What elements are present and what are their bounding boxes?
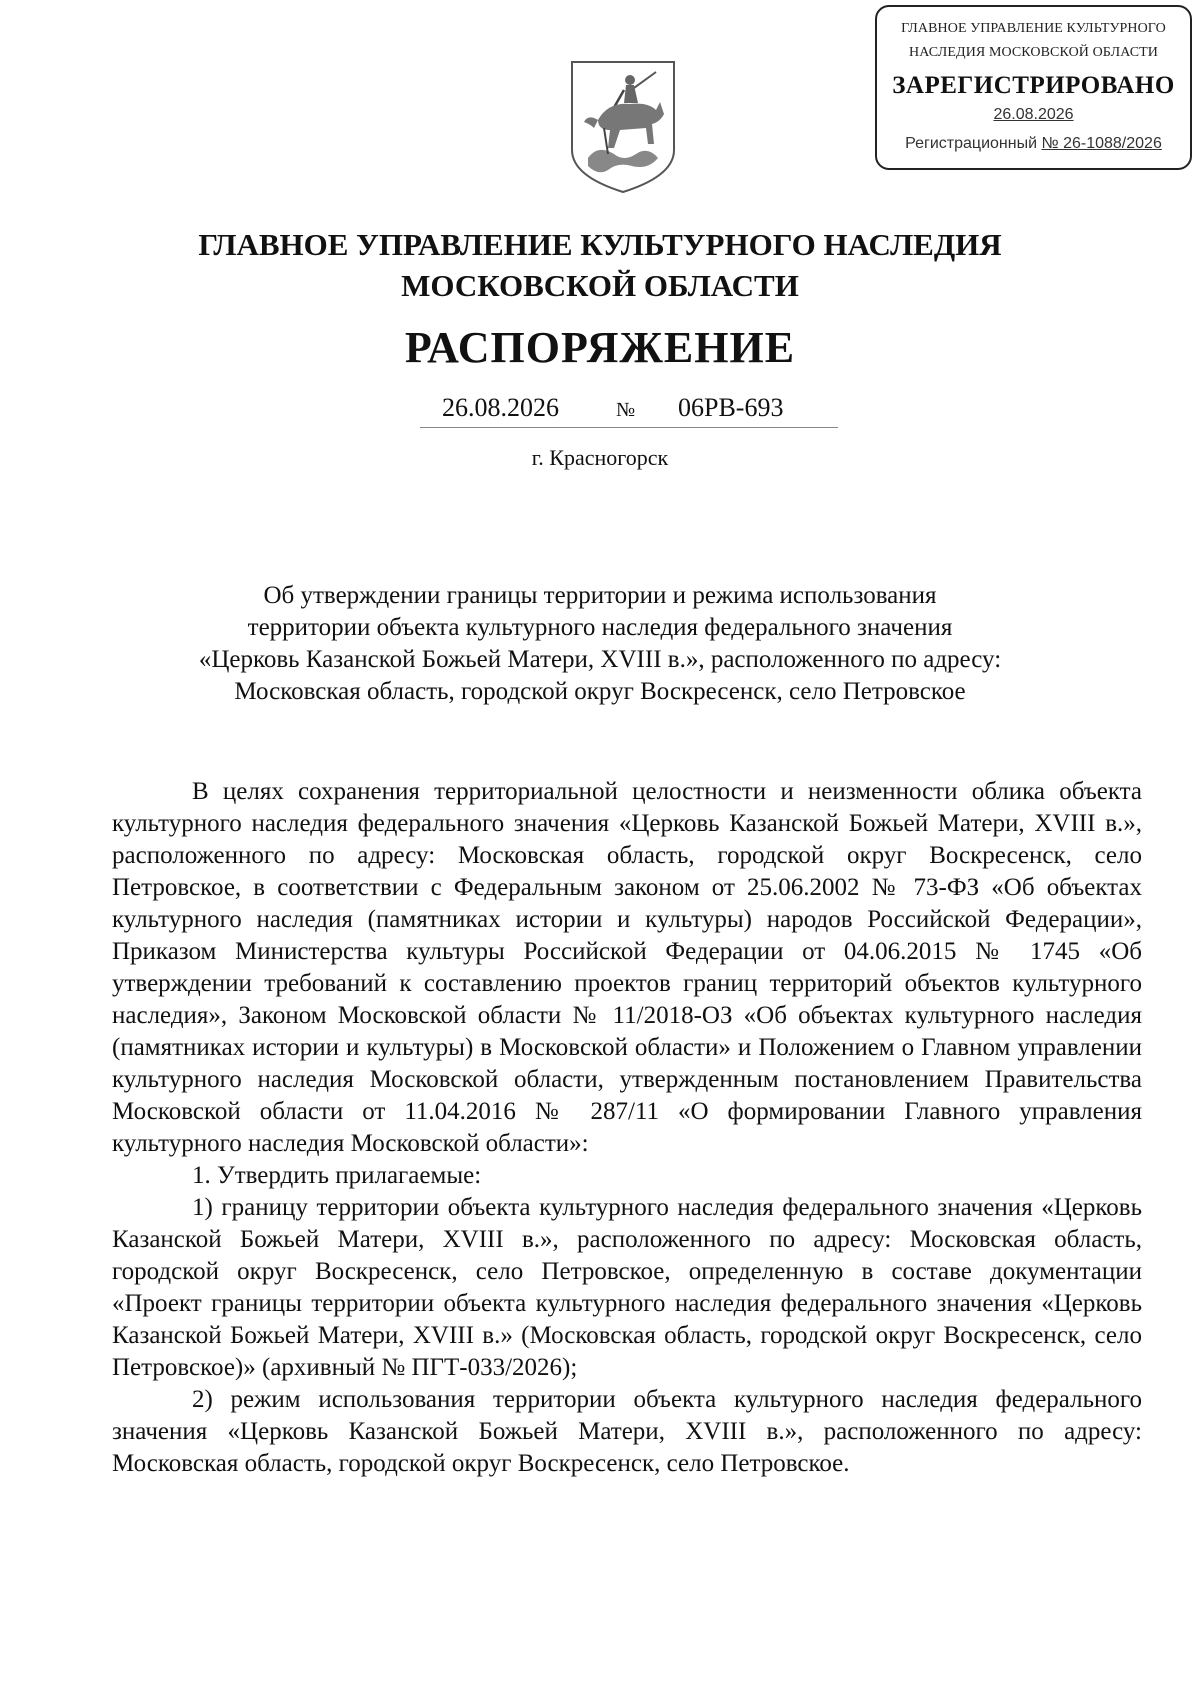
stamp-date: 26.08.2026 — [993, 106, 1074, 123]
document-city: г. Красногорск — [531, 445, 669, 470]
coat-of-arms-icon — [568, 58, 678, 195]
stamp-org-line1: ГЛАВНОЕ УПРАВЛЕНИЕ КУЛЬТУРНОГО — [901, 21, 1166, 36]
title-line1: Об утверждении границы территории и режима использования — [263, 582, 937, 609]
title-line2: территории объекта культурного наследия федерального значения — [247, 614, 953, 641]
title-line3: «Церковь Казанской Божьей Матери, XVIII в.», расположенного по адресу: — [198, 646, 1002, 673]
item-1-paragraph: 1. Утвердить прилагаемые: — [192, 1162, 482, 1189]
title-line4: Московская область, городской округ Воскресенск, село Петровское — [234, 678, 966, 705]
organization-name-line1: ГЛАВНОЕ УПРАВЛЕНИЕ КУЛЬТУРНОГО НАСЛЕДИЯ — [198, 227, 1002, 262]
document-number: 06РВ-693 — [678, 393, 784, 422]
stamp-org-line2: НАСЛЕДИЯ МОСКОВСКОЙ ОБЛАСТИ — [908, 45, 1159, 60]
stamp-reg-label: Регистрационный — [905, 135, 1038, 152]
stamp-reg-number: № 26-1088/2026 — [1041, 135, 1162, 152]
document-date: 26.08.2026 — [442, 393, 559, 422]
document-type: РАСПОРЯЖЕНИЕ — [404, 323, 796, 372]
stamp-registration — [877, 133, 1190, 155]
document-title — [150, 580, 1050, 708]
preamble-paragraph: В целях сохранения территориальной целостности и неизменности облика объекта культурного наследия федерального значения «Церковь Казанской Божьей Матери, XVIII в.», расположенного по адресу: Московская область, городской округ Воскресенск, село Петровское, в соответствии с Федеральным законом от 25.06.2002 № 73-ФЗ «Об объектах культурного наследия (памятниках истории и культуры) народов Российской Федерации», Приказом Министерства культуры Российской Федерации от 04.06.2015 № 1745 «Об утверждении требований к составлению проектов границ территорий объектов культурного наследия», Законом Московской области № 11/2018-ОЗ «Об объектах культурного наследия (памятниках истории и культуры) в Московской области» и Положением о Главном управлении культурного наследия Московской области, утвержденным постановлением Правительства Московской области от 11.04.2016 № 287/11 «О формировании Главного управления культурного наследия Московской области»: — [112, 778, 1142, 1157]
number-sign: № — [616, 399, 636, 421]
date-underline — [420, 427, 838, 428]
document-body — [112, 776, 1142, 1480]
stamp-status: ЗАРЕГИСТРИРОВАНО — [892, 72, 1175, 99]
date-number-line — [420, 393, 840, 429]
organization-name — [0, 224, 1200, 306]
organization-name-line2: МОСКОВСКОЙ ОБЛАСТИ — [401, 268, 799, 303]
registration-stamp — [875, 5, 1192, 170]
subitem-1-paragraph: 1) границу территории объекта культурного наследия федерального значения «Церковь Казанской Божьей Матери, XVIII в.», расположенного по адресу: Московская область, городской округ Воскресенск, село Петровское, определенную в составе документации «Проект границы территории объекта культурного наследия федерального значения «Церковь Казанской Божьей Матери, XVIII в.» (Московская область, городской округ Воскресенск, село Петровское)» (архивный № ПГТ-033/2026); — [112, 1194, 1142, 1381]
subitem-2-paragraph: 2) режим использования территории объекта культурного наследия федерального значения «Церковь Казанской Божьей Матери, XVIII в.», расположенного по адресу: Московская область, городской округ Воскресенск, село Петровское. — [112, 1386, 1142, 1477]
